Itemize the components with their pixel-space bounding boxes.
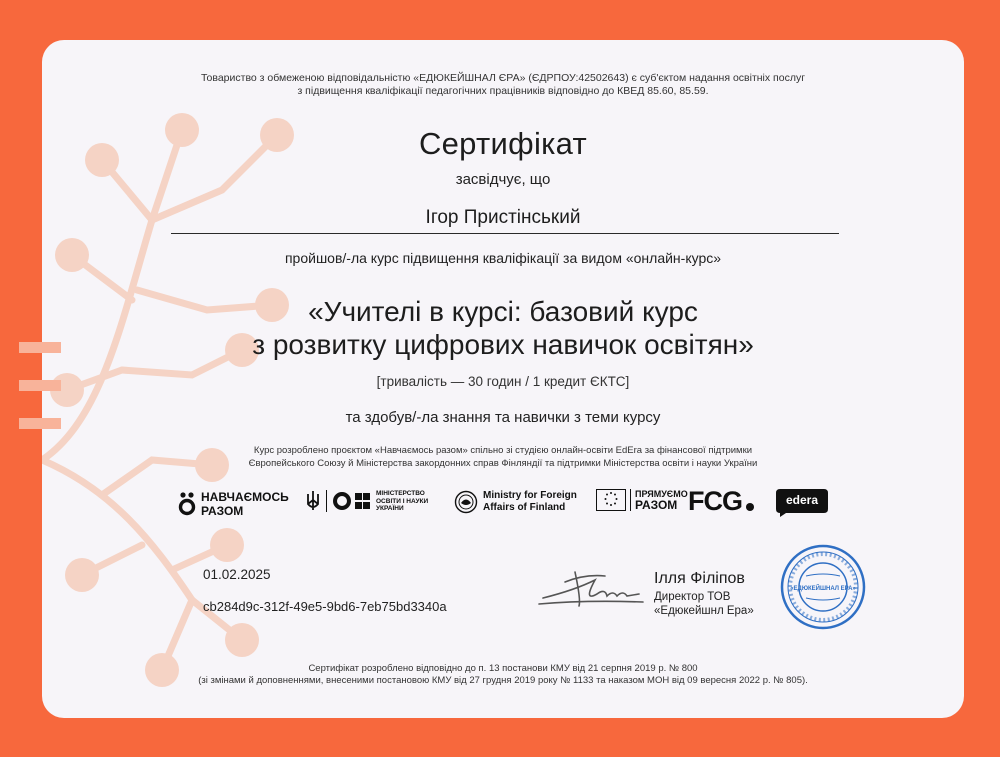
signer-role-line-2: «Едюкейшнл Ера» (654, 604, 754, 617)
mon-ukraine-logo (306, 490, 428, 513)
signer-role (654, 591, 754, 618)
finland-line-2: Affairs of Finland (483, 502, 566, 513)
course-title-line-2: з розвитку цифрових навичок освітян» (252, 329, 754, 360)
edera-text: edera (785, 493, 819, 507)
course-title (42, 295, 964, 361)
certificate-title: Сертифікат (418, 126, 588, 161)
mon-mark-icon (333, 491, 371, 511)
navchaiemos-razom-logo (178, 490, 289, 518)
certificate-card (42, 40, 964, 718)
official-stamp (780, 544, 866, 630)
recipient-name: Ігор Пристінський (425, 207, 581, 228)
completed-text: пройшов/-ла курс підвищення кваліфікації за видом «онлайн-курс» (284, 250, 722, 266)
ukraine-trident-icon (306, 490, 320, 512)
acquired-text: та здобув/-ла знання та навички з теми курсу (345, 409, 661, 426)
priamuiemo-razom-logo (596, 489, 688, 511)
fcg-dot (746, 503, 754, 511)
navchaiemos-line-1: НАВЧАЄМОСЬ (201, 490, 289, 504)
certifies-text: засвідчує, що (455, 171, 551, 188)
signature (535, 560, 645, 612)
support-line-2: Європейського Союзу й Міністерства закордонних справ Фінляндії та підтримки Міністерства освіти і науки України (248, 457, 758, 469)
navchaiemos-line-2: РАЗОМ (201, 504, 244, 518)
issue-date: 01.02.2025 (203, 567, 271, 582)
footer-line-2: (зі змінами й доповненнями, внесеними постановою КМУ від 27 грудня 2019 року № 1133 та наказом МОН від 09 вересня 2022 р. № 805). (198, 675, 808, 686)
navchaiemos-mark-icon (178, 492, 196, 516)
mon-line-3: УКРАЇНИ (376, 505, 404, 512)
legal-footer (42, 663, 964, 687)
mon-line-1: МІНІСТЕРСТВО (376, 490, 425, 497)
priamuiemo-line-1: ПРЯМУЄМО (635, 489, 688, 499)
issuer-line-2: з підвищення кваліфікації педагогічних працівників відповідно до КВЕД 85.60, 85.59. (297, 85, 709, 97)
name-underline (171, 233, 839, 234)
eu-flag-icon (596, 489, 626, 511)
priamuiemo-line-2: РАЗОМ (635, 498, 678, 512)
course-duration: [тривалість — 30 годин / 1 кредит ЄКТС] (376, 374, 630, 389)
partner-logos (42, 480, 964, 530)
support-line-1: Курс розроблено проєктом «Навчаємось разом» спільно зі студією онлайн-освіти EdEra за фінансової підтримки (253, 445, 753, 456)
fcg-logo (688, 486, 754, 517)
edge-stripes-decoration (0, 342, 80, 442)
fcg-text: FCG (688, 486, 742, 516)
footer-line-1: Сертифікат розроблено відповідно до п. 13 постанови КМУ від 21 серпня 2019 р. № 800 (308, 663, 698, 674)
finland-emblem-icon (454, 490, 478, 514)
support-statement (42, 445, 964, 470)
issuer-line-1: Товариство з обмеженою відповідальністю «ЕДЮКЕЙШНАЛ ЄРА» (ЄДРПОУ:42502643) є суб'єктом надання освітніх послуг (200, 72, 806, 84)
signer-name: Ілля Філіпов (654, 570, 745, 587)
finland-mfa-logo (454, 490, 577, 514)
edera-logo (776, 489, 828, 517)
issuer-statement (42, 72, 964, 98)
signer-role-line-1: Директор ТОВ (654, 591, 731, 603)
course-title-line-1: «Учителі в курсі: базовий курс (308, 296, 698, 327)
mon-line-2: ОСВІТИ І НАУКИ (376, 497, 429, 505)
stamp-center-text: «ЕДЮКЕЙШНАЛ ЕРА» (790, 586, 856, 592)
certificate-id: cb284d9c-312f-49e5-9bd6-7eb75bd3340a (203, 599, 447, 614)
finland-line-1: Ministry for Foreign (483, 490, 577, 501)
